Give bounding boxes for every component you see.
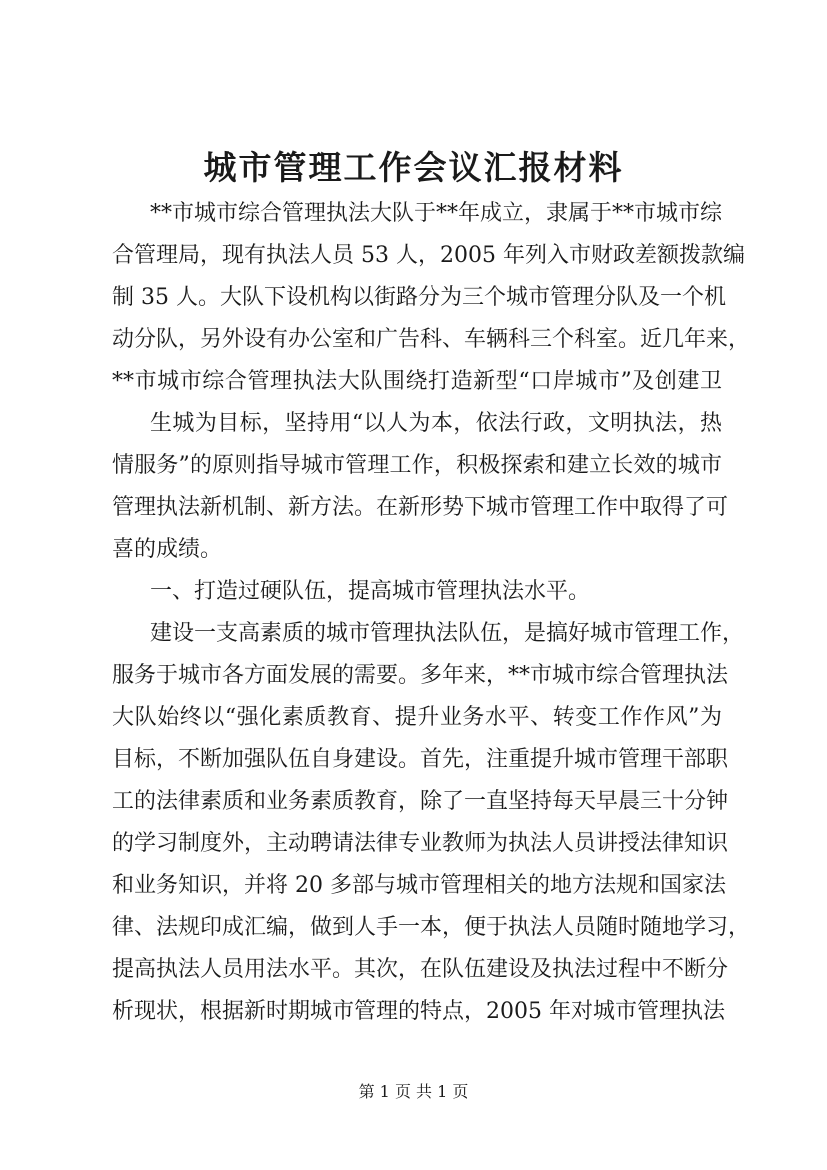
- paragraph-line: **市城市综合管理执法大队于**年成立，隶属于**市城市综: [150, 201, 723, 226]
- paragraph-line: 目标，不断加强队伍自身建设。首先，注重提升城市管理干部职: [112, 747, 729, 772]
- paragraph-line: 动分队，另外设有办公室和广告科、车辆科三个科室。近几年来，: [112, 327, 751, 352]
- paragraph-line: 管理执法新机制、新方法。在新形势下城市管理工作中取得了可: [112, 495, 729, 520]
- page-footer: 第 1 页 共 1 页: [358, 1082, 469, 1101]
- paragraph-line: 析现状，根据新时期城市管理的特点，2005 年对城市管理执法: [112, 999, 725, 1024]
- paragraph-line: 律、法规印成汇编，做到人手一本，便于执法人员随时随地学习，: [112, 915, 751, 940]
- section-heading: 一、打造过硬队伍，提高城市管理执法水平。: [150, 579, 591, 604]
- paragraph-line: 大队始终以“强化素质教育、提升业务水平、转变工作作风”为: [112, 705, 722, 730]
- paragraph-line: 制 35 人。大队下设机构以街路分为三个城市管理分队及一个机: [112, 285, 726, 310]
- paragraph-line: 的学习制度外，主动聘请法律专业教师为执法人员讲授法律知识: [112, 831, 729, 856]
- paragraph-line: 建设一支高素质的城市管理执法队伍，是搞好城市管理工作，: [150, 621, 745, 646]
- paragraph-line: 生城为目标，坚持用“以人为本，依法行政，文明执法，热: [150, 411, 722, 436]
- paragraph-line: 提高执法人员用法水平。其次，在队伍建设及执法过程中不断分: [112, 957, 729, 982]
- paragraph-line: 工的法律素质和业务素质教育，除了一直坚持每天早晨三十分钟: [112, 789, 729, 814]
- paragraph-line: 和业务知识，并将 20 多部与城市管理相关的地方法规和国家法: [112, 873, 726, 898]
- paragraph-line: 情服务”的原则指导城市管理工作，积极探索和建立长效的城市: [112, 453, 722, 478]
- paragraph-line: **市城市综合管理执法大队围绕打造新型“口岸城市”及创建卫: [112, 369, 722, 394]
- paragraph-line: 喜的成绩。: [112, 537, 223, 562]
- paragraph-line: 服务于城市各方面发展的需要。多年来，**市城市综合管理执法: [112, 663, 729, 688]
- paragraph-line: 合管理局，现有执法人员 53 人，2005 年列入市财政差额拨款编: [112, 243, 745, 268]
- document-title: 城市管理工作会议汇报材料: [203, 148, 624, 187]
